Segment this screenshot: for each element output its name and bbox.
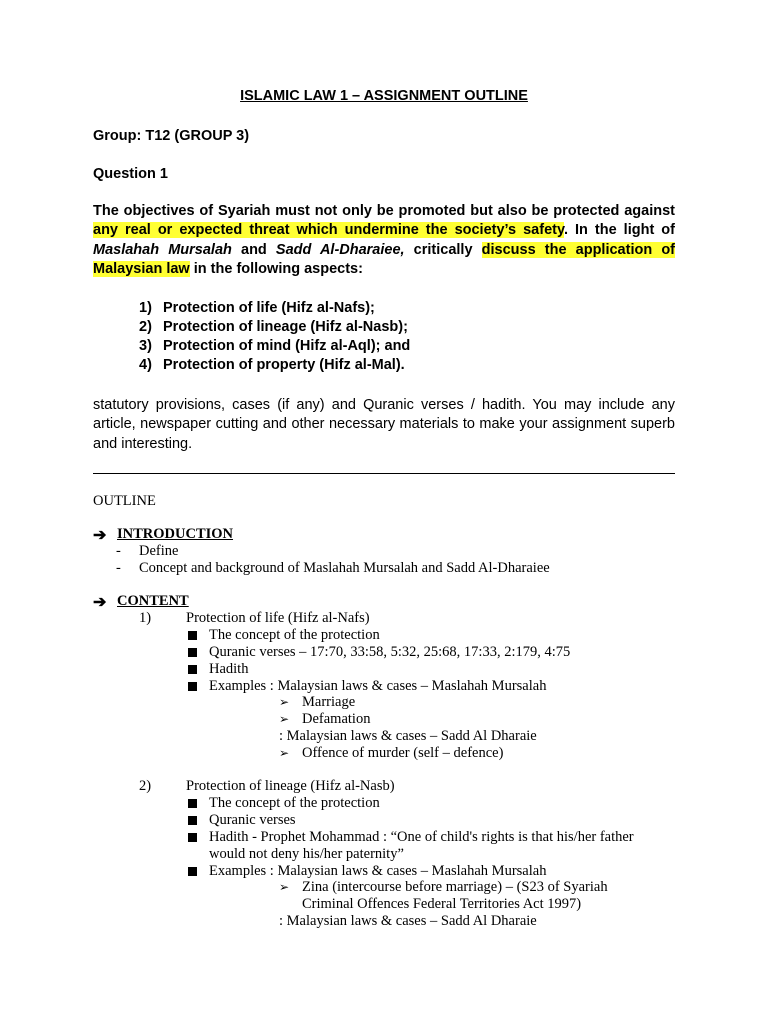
bullet-concept: The concept of the protection (209, 627, 380, 643)
arrowhead-bullet-icon: ➢ (279, 880, 290, 894)
content-heading: CONTENT (117, 593, 189, 609)
section-title-lineage: Protection of lineage (Hifz al-Nasb) (186, 778, 395, 794)
section-number: 2) (139, 778, 152, 794)
term-maslahah: Maslahah Mursalah (93, 241, 232, 258)
question-text-3: and (231, 241, 276, 258)
horizontal-rule (93, 473, 675, 474)
group-label: Group: T12 (GROUP 3) (93, 128, 250, 144)
sub-defamation: Defamation (302, 711, 371, 727)
arrowhead-bullet-icon: ➢ (279, 746, 290, 760)
dash-bullet: - (116, 560, 121, 576)
bullet-hadith: Hadith (209, 661, 249, 677)
square-bullet-icon (188, 682, 197, 691)
square-bullet-icon (188, 631, 197, 640)
sadd-line: : Malaysian laws & cases – Sadd Al Dharaie (279, 913, 537, 929)
intro-item-concept: Concept and background of Maslahah Mursalah and Sadd Al-Dharaiee (139, 560, 550, 576)
instructions-paragraph: statutory provisions, cases (if any) and Quranic verses / hadith. You may include any article, newspaper cutting and other necessary materials to make your assignment superb and interesting. (93, 397, 675, 452)
bullet-hadith-line1: Hadith - Prophet Mohammad : “One of child's rights is that his/her father (209, 829, 634, 845)
sub-zina-line1: Zina (intercourse before marriage) – (S23 of Syariah (302, 879, 608, 895)
introduction-heading: INTRODUCTION (117, 526, 234, 542)
question-paragraph (93, 202, 675, 279)
term-sadd: Sadd Al-Dharaiee, (275, 241, 405, 258)
sub-zina-line2: Criminal Offences Federal Territories Act 1997) (302, 896, 582, 912)
bullet-examples: Examples : Malaysian laws & cases – Maslahah Mursalah (209, 863, 547, 879)
highlight-threat: any real or expected threat which undermine the society’s safety (93, 222, 564, 239)
aspect-item: 4) Protection of property (Hifz al-Mal). (139, 357, 405, 373)
dash-bullet: - (116, 543, 121, 559)
question-text-5: in the following aspects: (189, 260, 363, 277)
section-number: 1) (139, 610, 152, 626)
arrowhead-bullet-icon: ➢ (279, 712, 290, 726)
question-label: Question 1 (93, 166, 168, 182)
bullet-examples: Examples : Malaysian laws & cases – Maslahah Mursalah (209, 678, 547, 694)
intro-item-define: Define (139, 543, 179, 559)
aspect-item: 3) Protection of mind (Hifz al-Aql); and (139, 338, 411, 354)
question-text-4: critically (404, 241, 482, 258)
bullet-hadith-line2: would not deny his/her paternity” (209, 846, 404, 862)
highlight-discuss: discuss the application of Malaysian law (93, 241, 675, 277)
arrow-right-icon: ➔ (93, 594, 107, 611)
sub-murder: Offence of murder (self – defence) (302, 745, 504, 761)
aspect-item: 2) Protection of lineage (Hifz al-Nasb); (139, 319, 408, 335)
square-bullet-icon (188, 648, 197, 657)
section-title-life: Protection of life (Hifz al-Nafs) (186, 610, 370, 626)
bullet-concept: The concept of the protection (209, 795, 380, 811)
arrowhead-bullet-icon: ➢ (279, 695, 290, 709)
square-bullet-icon (188, 833, 197, 842)
square-bullet-icon (188, 816, 197, 825)
square-bullet-icon (188, 799, 197, 808)
sub-marriage: Marriage (302, 694, 356, 710)
aspect-item: 1) Protection of life (Hifz al-Nafs); (139, 300, 375, 316)
square-bullet-icon (188, 665, 197, 674)
document-title: ISLAMIC LAW 1 – ASSIGNMENT OUTLINE (240, 88, 528, 104)
bullet-quranic: Quranic verses – 17:70, 33:58, 5:32, 25:68, 17:33, 2:179, 4:75 (209, 644, 571, 660)
square-bullet-icon (188, 867, 197, 876)
question-text-2: . In the light of (563, 222, 675, 239)
sadd-line: : Malaysian laws & cases – Sadd Al Dharaie (279, 728, 537, 744)
bullet-quranic: Quranic verses (209, 812, 296, 828)
arrow-right-icon: ➔ (93, 527, 107, 544)
question-text-1: The objectives of Syariah must not only be promoted but also be protected against (93, 203, 675, 219)
outline-label: OUTLINE (93, 493, 156, 509)
